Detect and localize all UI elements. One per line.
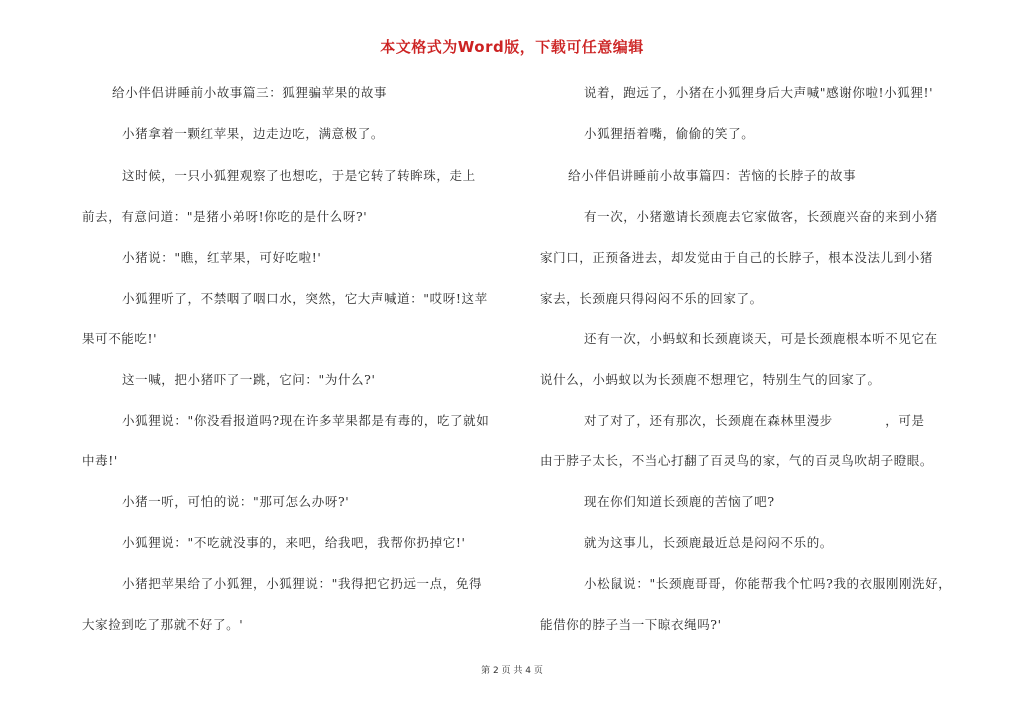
text-line: 就为这事儿，长颈鹿最近总是闷闷不乐的。 bbox=[584, 535, 833, 550]
text-line: 家门口，正预备进去，却发觉由于自己的长脖子，根本没法儿到小猪 bbox=[540, 250, 934, 265]
text-line: 中毒!' bbox=[82, 453, 118, 468]
text-line: 小猪说："瞧，红苹果，可好吃啦!' bbox=[122, 250, 322, 265]
page-number-footer: 第 2 页 共 4 页 bbox=[481, 666, 543, 676]
text-line: 小狐狸捂着嘴，偷偷的笑了。 bbox=[584, 126, 755, 141]
text-line: 有一次，小猪邀请长颈鹿去它家做客，长颈鹿兴奋的来到小猪 bbox=[584, 209, 938, 224]
text-line: 给小伴侣讲睡前小故事篇四：苦恼的长脖子的故事 bbox=[568, 168, 857, 183]
text-line: 小猪拿着一颗红苹果，边走边吃，满意极了。 bbox=[122, 126, 385, 141]
text-line: 小狐狸听了，不禁咽了咽口水，突然，它大声喊道："哎呀!这苹 bbox=[122, 291, 488, 306]
text-line: 家去，长颈鹿只得闷闷不乐的回家了。 bbox=[540, 291, 763, 306]
text-line: 大家捡到吃了那就不好了。' bbox=[82, 617, 244, 632]
text-line: 小狐狸说："不吃就没事的，来吧，给我吧，我帮你扔掉它!' bbox=[122, 535, 466, 550]
text-line: 由于脖子太长，不当心打翻了百灵鸟的家，气的百灵鸟吹胡子瞪眼。 bbox=[540, 453, 934, 468]
text-line: 小猪把苹果给了小狐狸，小狐狸说："我得把它扔远一点，免得 bbox=[122, 576, 483, 591]
text-line: 小猪一听，可怕的说："那可怎么办呀?' bbox=[122, 494, 350, 509]
text-line: 这时候，一只小狐狸观察了也想吃，于是它转了转眸珠，走上 bbox=[122, 168, 476, 183]
text-line: 还有一次，小蚂蚁和长颈鹿谈天，可是长颈鹿根本听不见它在 bbox=[584, 331, 938, 346]
text-line: 现在你们知道长颈鹿的苦恼了吧? bbox=[584, 494, 775, 509]
text-line: 前去，有意问道："是猪小弟呀!你吃的是什么呀?' bbox=[82, 209, 368, 224]
text-line: 小狐狸说："你没看报道吗?现在许多苹果都是有毒的，吃了就如 bbox=[122, 413, 490, 428]
text-line: 能借你的脖子当一下晾衣绳吗?' bbox=[540, 617, 722, 632]
text-line: 对了对了，还有那次，长颈鹿在森林里漫步 ，可是 bbox=[584, 413, 925, 428]
text-line: 给小伴侣讲睡前小故事篇三：狐狸骗苹果的故事 bbox=[112, 85, 388, 100]
text-line: 果可不能吃!' bbox=[82, 331, 158, 346]
text-line: 说什么，小蚂蚁以为长颈鹿不想理它，特别生气的回家了。 bbox=[540, 372, 881, 387]
text-line: 这一喊，把小猪吓了一跳，它问："为什么?' bbox=[122, 372, 376, 387]
document-header-title: 本文格式为Word版，下载可任意编辑 bbox=[380, 38, 644, 56]
text-line: 说着，跑远了，小猪在小狐狸身后大声喊"感谢你啦!小狐狸!' bbox=[584, 85, 934, 100]
text-line: 小松鼠说："长颈鹿哥哥，你能帮我个忙吗?我的衣服刚刚洗好， bbox=[584, 576, 952, 591]
